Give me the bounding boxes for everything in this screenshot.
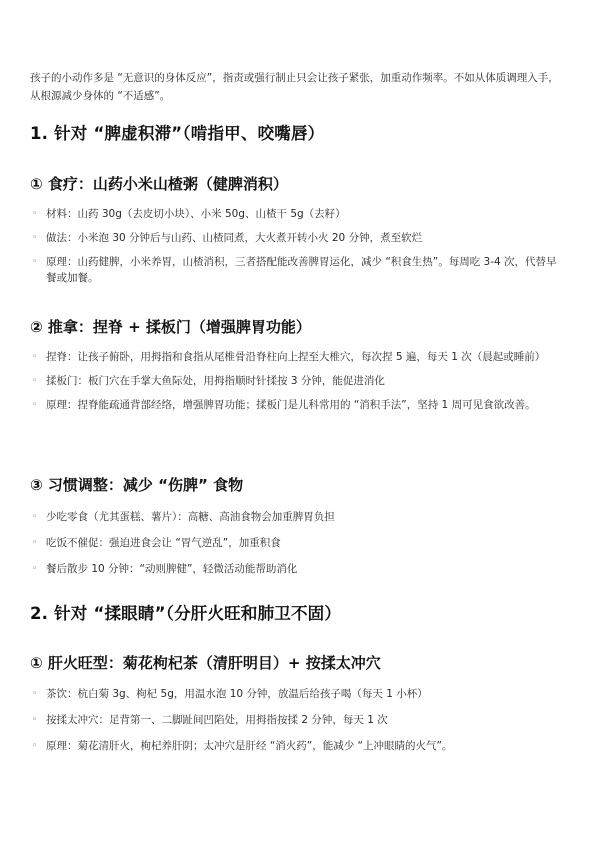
ring-bullet-icon: ◦	[32, 512, 38, 522]
section2-sub1-list	[30, 686, 567, 754]
section1-sub2-list	[30, 349, 567, 413]
list-item: ◦ 按揉太冲穴：足背第一、二脚趾间凹陷处，用拇指按揉 2 分钟，每天 1 次	[32, 714, 388, 726]
section1-sub2-heading: ② 推拿：捏脊 + 揉板门（增强脾胃功能）	[30, 318, 311, 336]
ring-bullet-icon: ◦	[32, 715, 38, 725]
ring-bullet-icon: ◦	[32, 564, 38, 574]
section2-sub1-heading: ① 肝火旺型：菊花枸杞茶（清肝明目）+ 按揉太冲穴	[30, 654, 381, 672]
list-item: ◦ 捏脊：让孩子俯卧，用拇指和食指从尾椎骨沿脊柱向上捏至大椎穴，每次捏 5 遍，每天 1 次（晨起或睡前）	[32, 351, 546, 363]
ring-bullet-icon: ◦	[32, 538, 38, 548]
ring-bullet-icon: ◦	[32, 400, 38, 410]
list-item: ◦ 少吃零食（尤其蛋糕、薯片）：高糖、高油食物会加重脾胃负担	[32, 511, 335, 523]
list-item: ◦ 茶饮：杭白菊 3g、枸杞 5g，用温水泡 10 分钟，放温后给孩子喝（每天 1 小杯）	[32, 688, 428, 700]
intro-paragraph: 孩子的小动作多是 “无意识的身体反应”，指责或强行制止只会让孩子紧张，加重动作频率。不如从体质调理入手，从根源减少身体的 “不适感”。	[30, 71, 559, 102]
section1-sub1-list	[30, 206, 567, 286]
ring-bullet-icon: ◦	[32, 233, 38, 243]
ring-bullet-icon: ◦	[32, 352, 38, 362]
list-item: ◦ 材料：山药 30g（去皮切小块）、小米 50g、山楂干 5g（去籽）	[32, 208, 346, 220]
list-item: ◦ 原理：捏脊能疏通背部经络，增强脾胃功能；揉板门是儿科常用的 “消积手法”，坚持 1 周可见食欲改善。	[32, 399, 536, 411]
list-item: ◦ 原理：山药健脾，小米养胃，山楂消积，三者搭配能改善脾胃运化，减少 “积食生热”。每周吃 3-4 次，代替早餐或加餐。	[32, 256, 557, 284]
list-item: ◦ 做法：小米泡 30 分钟后与山药、山楂同煮，大火煮开转小火 20 分钟，煮至软烂	[32, 232, 423, 244]
list-item: ◦ 揉板门：板门穴在手掌大鱼际处，用拇指顺时针揉按 3 分钟，能促进消化	[32, 375, 385, 387]
ring-bullet-icon: ◦	[32, 741, 38, 751]
ring-bullet-icon: ◦	[32, 376, 38, 386]
ring-bullet-icon: ◦	[32, 689, 38, 699]
list-item: ◦ 原理：菊花清肝火，枸杞养肝阴；太冲穴是肝经 “消火药”，能减少 “上冲眼睛的火气”。	[32, 740, 453, 752]
ring-bullet-icon: ◦	[32, 209, 38, 219]
section1-sub1-heading: ① 食疗：山药小米山楂粥（健脾消积）	[30, 175, 288, 193]
list-item: ◦ 吃饭不催促：强迫进食会让 “胃气逆乱”，加重积食	[32, 537, 281, 549]
section1-heading: 1. 针对 “脾虚积滞”（啃指甲、咬嘴唇）	[30, 124, 325, 143]
section1-sub3-heading: ③ 习惯调整：减少 “伤脾” 食物	[30, 476, 244, 494]
ring-bullet-icon: ◦	[32, 257, 38, 267]
section1-sub3-list	[30, 509, 567, 577]
section2-heading: 2. 针对 “揉眼睛”（分肝火旺和肺卫不固）	[30, 604, 342, 623]
list-item: ◦ 餐后散步 10 分钟：“动则脾健”，轻微活动能帮助消化	[32, 563, 298, 575]
